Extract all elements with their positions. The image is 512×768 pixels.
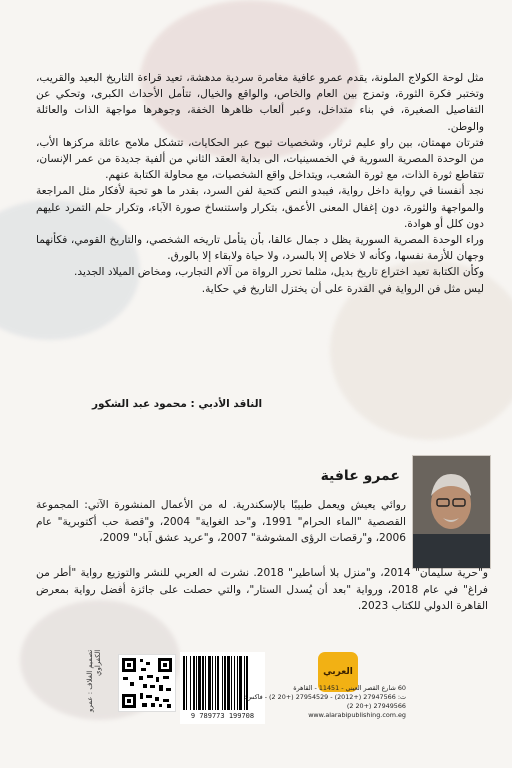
synopsis-paragraph-3: نجد أنفسنا في رواية داخل رواية، فيبدو النص كتحية لفن السرد، بقدر ما هو تحية لأفكار مثل المراجعة والمواجهة والثورة، دون إغفال المعنى الأعمق، بتكرار واستنساخ صورة الآباء، وتكرار حلم التمرد عليهم دون كلل أو هوادة. [36, 185, 484, 230]
synopsis-paragraph-2: فترتان مهمتان، بين راو عليم ثرثار، وشخصيات تبوح عبر الحكايات، تتشكل ملامح عائلة مركزها الأب، من الوحدة المصرية السورية في الخمسينيات، الى بداية العقد الثاني من ألفية جديدة من عمر الإنسان، تتقاطع ثورة الذات، مع ثورة الشعب، ويتداخل واقع الشخصيات، مع محاولة الكتابة عنهم. [36, 136, 484, 182]
author-photo [412, 455, 491, 569]
address-line: 60 شارع القصر العيني - 11451 - القاهرة [293, 684, 406, 692]
synopsis-paragraph-4: وراء الوحدة المصرية السورية يظل د جمال عالقا، بأن يتأمل تاريخه الشخصي، والتاريخ القومي، فكأنهما وجهان للأزمة نفسها، وكأنه لا خلاص إلا بالسرد، ولا حياة ولابقاء إلا بالورق. [36, 234, 484, 263]
author-bio-narrow: روائي يعيش ويعمل طبيبًا بالإسكندرية. له من الأعمال المنشورة الآتي: المجموعة القصصية "الماء الحرام" 1991، و"حد الغواية" 2004، و"قصة حب أكتوبرية" عام 2006، و"رقصات الرؤى المشوشة" 2007، و"عريد عشق آباد" 2009، [36, 499, 406, 545]
synopsis-paragraph-1: مثل لوحة الكولاج الملونة، يقدم عمرو عافية مغامرة سردية مدهشة، تعيد قراءة التاريخ البعيد والقريب، وتختبر فكرة الثورة، وتمزج بين العام والخاص، والواقع والخيال، تتأمل الأحداث الكبرى، وتحكي عن التفاصيل الصغيرة، في بناء متداخل، وعبر ألعاب ظاهرها الخفة، وجوهرها مواجهة الذات والعائلة والوطن. [36, 72, 484, 133]
cover-design-credit: تصميم الغلاف : عمرو الكفراوي [86, 650, 102, 713]
address-line: ت: 27947566 (+2012) - 27954529 (+20 2) - فاكس: 27949566 (+20 2) [244, 693, 406, 710]
publisher-address [210, 684, 406, 720]
publisher-logo: العربي [318, 652, 358, 692]
synopsis-paragraph-6: ليس مثل فن الرواية في القدرة على أن يختزل التاريخ في حكاية. [201, 282, 484, 295]
synopsis-paragraph-5: وكأن الكتابة تعيد اختراع تاريخ بديل، مثلما تحرر الرواة من آلام التجارب، ومخاض الميلاد الجديد. [74, 266, 484, 279]
address-line: www.alarabipublishing.com.eg [308, 711, 406, 719]
qr-code [118, 654, 176, 712]
synopsis-block [36, 70, 484, 297]
author-name: عمرو عافية [320, 468, 400, 484]
author-bio-wide: و"حرية سليمان" 2014، و"منزل بلا أساطير" 2018. نشرت له العربي للنشر والتوزيع رواية "أطر من فراغ" في عام 2018، ورواية "بعد أن يُسدل الستار"، والتي حصلت على جائزة أفضل رواية بمعرض القاهرة الدولي للكتاب 2023. [36, 567, 488, 613]
isbn-number: 9 789773 199708 [190, 712, 255, 720]
critic-credit: الناقد الأدبي : محمود عبد الشكور [92, 398, 263, 410]
